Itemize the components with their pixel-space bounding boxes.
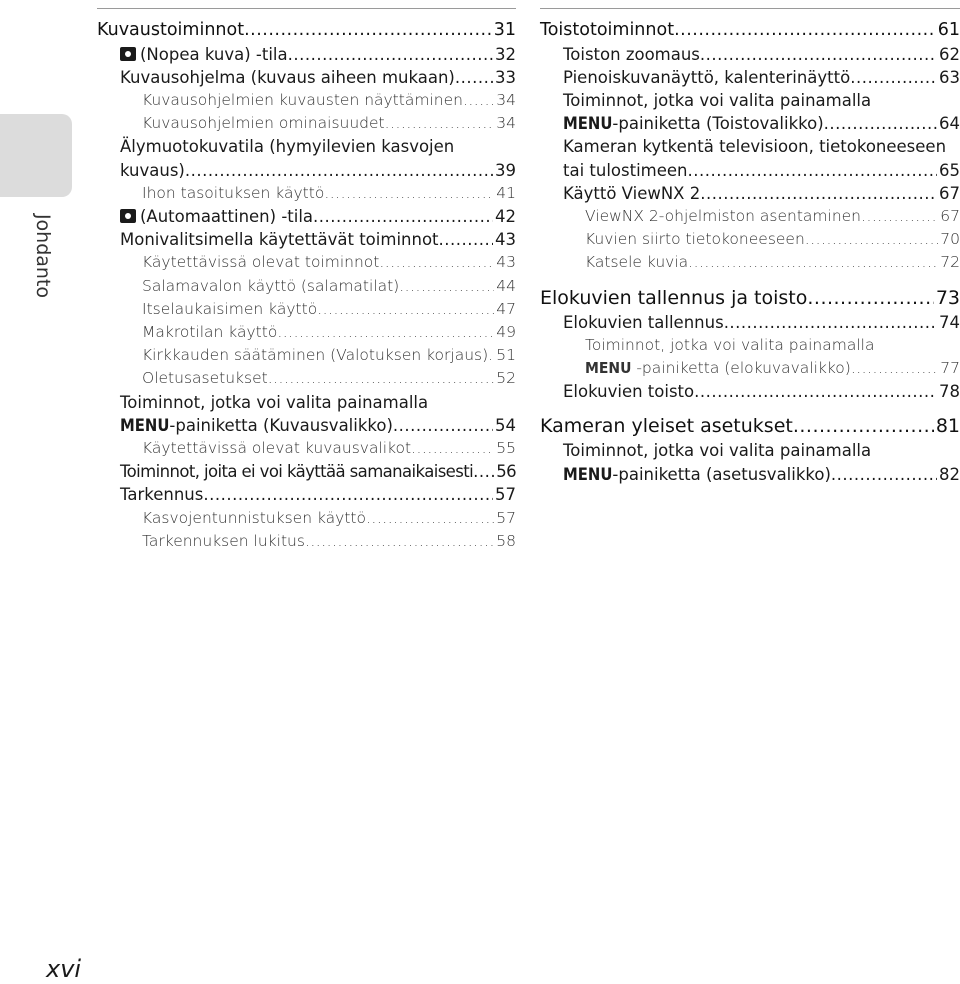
toc-entry[interactable]: Monivalitsimella käytettävät toiminnot ..... 43: [97, 228, 516, 251]
toc-entry[interactable]: Kuvaustoiminnot ..... 31: [97, 19, 516, 43]
toc-entry[interactable]: Kasvojentunnistuksen käyttö ..... 57: [97, 507, 516, 530]
menu-button-label: MENU: [585, 358, 632, 377]
auto-camera-icon: [120, 209, 136, 223]
toc-column-left: [97, 19, 516, 553]
toc-entry[interactable]: Makrotilan käyttö ..... 49: [97, 321, 516, 344]
toc-entry-line[interactable]: Toiminnot, jotka voi valita painamalla: [585, 335, 875, 354]
menu-button-label: MENU: [563, 114, 613, 134]
toc-entry[interactable]: Kuvausohjelmien kuvausten näyttäminen ..... 34: [97, 89, 516, 112]
toc-entry[interactable]: tai tulostimeen ..... 65: [540, 159, 960, 182]
section-tab-label-box: [14, 210, 72, 302]
toc-entry[interactable]: Kuvien siirto tietokoneeseen ..... 70: [540, 228, 960, 251]
top-rule-left: [97, 8, 516, 9]
toc-entry[interactable]: MENU-painiketta (Toistovalikko) ..... 64: [540, 112, 960, 135]
toc-entry[interactable]: Toiminnot, joita ei voi käyttää samanaikaisesti ..... 56: [97, 460, 516, 483]
toc-entry[interactable]: Elokuvien toisto ..... 78: [540, 380, 960, 403]
toc-section[interactable]: Kameran yleiset asetukset ..... 81: [540, 413, 960, 439]
toc-entry[interactable]: MENU-painiketta (asetusvalikko) ..... 82: [540, 463, 960, 486]
top-rule-right: [540, 8, 960, 9]
toc-column-right: [540, 19, 960, 486]
toc-entry-line[interactable]: Toiminnot, jotka voi valita painamalla: [563, 90, 872, 110]
toc-entry[interactable]: ViewNX 2-ohjelmiston asentaminen ..... 67: [540, 205, 960, 228]
toc-entry[interactable]: Toistotoiminnot ..... 61: [540, 19, 960, 43]
toc-entry-line[interactable]: Toiminnot, jotka voi valita painamalla: [120, 392, 429, 412]
toc-entry[interactable]: MENU -painiketta (elokuvavalikko) ..... 77: [540, 357, 960, 380]
toc-entry[interactable]: Ihon tasoituksen käyttö ..... 41: [97, 182, 516, 205]
toc-entry[interactable]: Tarkennuksen lukitus ..... 58: [97, 530, 516, 553]
toc-entry[interactable]: Käyttö ViewNX 2 ..... 67: [540, 182, 960, 205]
toc-entry[interactable]: Itselaukaisimen käyttö ..... 47: [97, 298, 516, 321]
toc-entry-line[interactable]: Kameran kytkentä televisioon, tietokoneeseen: [563, 137, 947, 157]
toc-entry-line[interactable]: Älymuotokuvatila (hymyilevien kasvojen: [120, 137, 455, 157]
page-number: xvi: [46, 955, 82, 983]
toc-entry-line[interactable]: Toiminnot, jotka voi valita painamalla: [563, 441, 872, 461]
toc-entry[interactable]: Käytettävissä olevat toiminnot ..... 43: [97, 251, 516, 274]
menu-button-label: MENU: [563, 464, 613, 484]
easy-auto-camera-icon: [120, 47, 136, 61]
section-tab: [0, 114, 72, 197]
toc-entry[interactable]: Kirkkauden säätäminen (Valotuksen korjaus) ..... 51: [97, 344, 516, 367]
toc-entry[interactable]: Elokuvien tallennus ..... 74: [540, 311, 960, 334]
toc-entry[interactable]: Toiston zoomaus ..... 62: [540, 43, 960, 66]
toc-entry[interactable]: kuvaus) ..... 39: [97, 159, 516, 182]
section-tab-label: Johdanto: [32, 213, 54, 299]
toc-entry[interactable]: Kuvausohjelma (kuvaus aiheen mukaan) ..... 33: [97, 66, 516, 89]
menu-button-label: MENU: [120, 415, 170, 435]
toc-entry[interactable]: Kuvausohjelmien ominaisuudet ..... 34: [97, 112, 516, 135]
toc-entry[interactable]: MENU-painiketta (Kuvausvalikko) ..... 54: [97, 414, 516, 437]
toc-entry[interactable]: Oletusasetukset ..... 52: [97, 367, 516, 390]
toc-entry[interactable]: (Automaattinen) -tila ..... 42: [97, 205, 516, 228]
toc-entry[interactable]: Tarkennus ..... 57: [97, 483, 516, 506]
toc-entry[interactable]: Katsele kuvia ..... 72: [540, 251, 960, 274]
toc-section[interactable]: Elokuvien tallennus ja toisto ..... 73: [540, 285, 960, 311]
toc-entry[interactable]: Pienoiskuvanäyttö, kalenterinäyttö ..... 63: [540, 66, 960, 89]
toc-entry[interactable]: Salamavalon käyttö (salamatilat) ..... 44: [97, 275, 516, 298]
toc-entry[interactable]: Käytettävissä olevat kuvausvalikot ..... 55: [97, 437, 516, 460]
toc-entry[interactable]: (Nopea kuva) -tila ..... 32: [97, 43, 516, 66]
